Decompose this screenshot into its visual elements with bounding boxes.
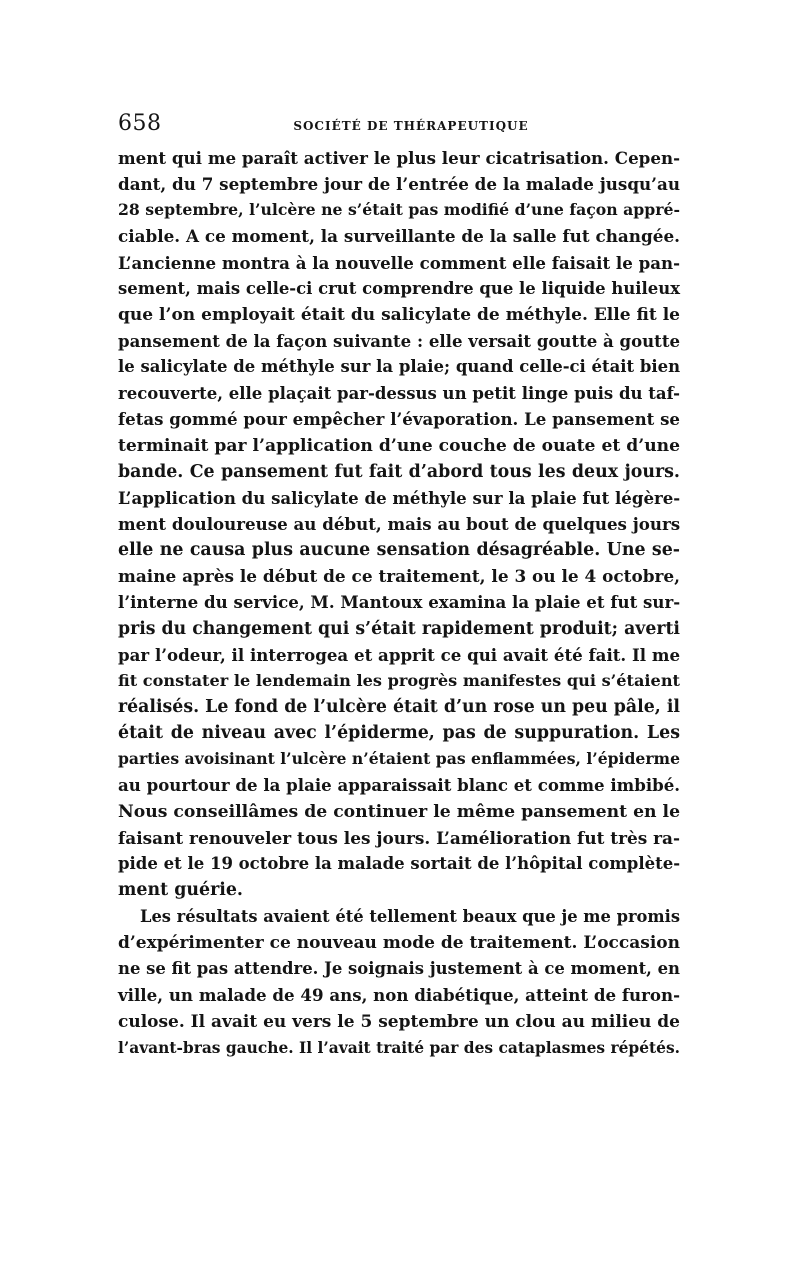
text-line: maine après le début de ce traitement, le 3 ou le 4 octobre, xyxy=(118,566,680,587)
text-line: ment douloureuse au début, mais au bout de quelques jours xyxy=(118,513,681,534)
text-line: le salicylate de méthyle sur la plaie; quand celle-ci était bien xyxy=(118,357,681,377)
paragraph xyxy=(118,904,680,1061)
text-line: ciable. A ce moment, la surveillante de la salle fut changée. xyxy=(118,226,680,247)
text-line: fetas gommé pour empêcher l’évaporation. Le pansement se xyxy=(118,409,680,430)
text-line: ville, un malade de 49 ans, non diabétique, atteint de furon- xyxy=(118,985,680,1006)
text-line: bande. Ce pansement fut fait d’abord tous les deux jours. xyxy=(118,461,680,482)
text-line: faisant renouveler tous les jours. L’amélioration fut très ra- xyxy=(118,827,680,848)
text-line: L’application du salicylate de méthyle sur la plaie fut légère- xyxy=(118,487,681,508)
text-line: réalisés. Le fond de l’ulcère était d’un rose un peu pâle, il xyxy=(118,696,680,717)
text-line: pansement de la façon suivante : elle versait goutte à goutte xyxy=(118,330,680,351)
text-line: que l’on employait était du salicylate de méthyle. Elle fit le xyxy=(118,304,680,325)
paragraph xyxy=(118,145,680,903)
text-line: dant, du 7 septembre jour de l’entrée de la malade jusqu’au xyxy=(118,174,680,195)
text-line: l’interne du service, M. Mantoux examina la plaie et fut sur- xyxy=(118,592,681,613)
text-line: recouverte, elle plaçait par-dessus un petit linge puis du taf- xyxy=(118,383,680,404)
text-line: pris du changement qui s’était rapidement produit; averti xyxy=(118,618,680,639)
running-head xyxy=(118,111,680,141)
text-line: l’avant-bras gauche. Il l’avait traité par des cataplasmes répétés. xyxy=(118,1038,680,1057)
text-line: fit constater le lendemain les progrès manifestes qui s’étaient xyxy=(118,670,680,690)
text-line: parties avoisinant l’ulcère n’étaient pas enflammées, l’épiderme xyxy=(118,749,681,769)
text-line: terminait par l’application d’une couche de ouate et d’une xyxy=(118,435,680,456)
text-line: Les résultats avaient été tellement beaux que je me promis xyxy=(140,907,680,926)
text-line: L’ancienne montra à la nouvelle comment elle faisait le pan- xyxy=(118,252,680,273)
text-line: pide et le 19 octobre la malade sortait de l’hôpital complète- xyxy=(118,853,681,873)
text-line: était de niveau avec l’épiderme, pas de suppuration. Les xyxy=(118,723,680,744)
text-line: au pourtour de la plaie apparaissait blanc et comme imbibé. xyxy=(118,775,681,796)
page-number: 658 xyxy=(118,111,162,136)
text-line: elle ne causa plus aucune sensation désagréable. Une se- xyxy=(118,540,680,561)
text-line: par l’odeur, il interrogea et apprit ce qui avait été fait. Il me xyxy=(118,644,681,665)
text-line: 28 septembre, l’ulcère ne s’était pas modifié d’une façon appré- xyxy=(118,200,680,220)
running-title: SOCIÉTÉ DE THÉRAPEUTIQUE xyxy=(293,119,529,133)
text-line: culose. Il avait eu vers le 5 septembre un clou au milieu de xyxy=(118,1011,680,1032)
text-line: Nous conseillâmes de continuer le même pansement en le xyxy=(118,801,681,822)
text-line: ment guérie. xyxy=(118,879,243,900)
text-line: ment qui me paraît activer le plus leur cicatrisation. Cepen- xyxy=(118,148,680,168)
text-line: d’expérimenter ce nouveau mode de traitement. L’occasion xyxy=(118,933,680,954)
text-line: sement, mais celle-ci crut comprendre que le liquide huileux xyxy=(118,278,680,298)
text-line: ne se fit pas attendre. Je soignais justement à ce moment, en xyxy=(118,959,680,979)
